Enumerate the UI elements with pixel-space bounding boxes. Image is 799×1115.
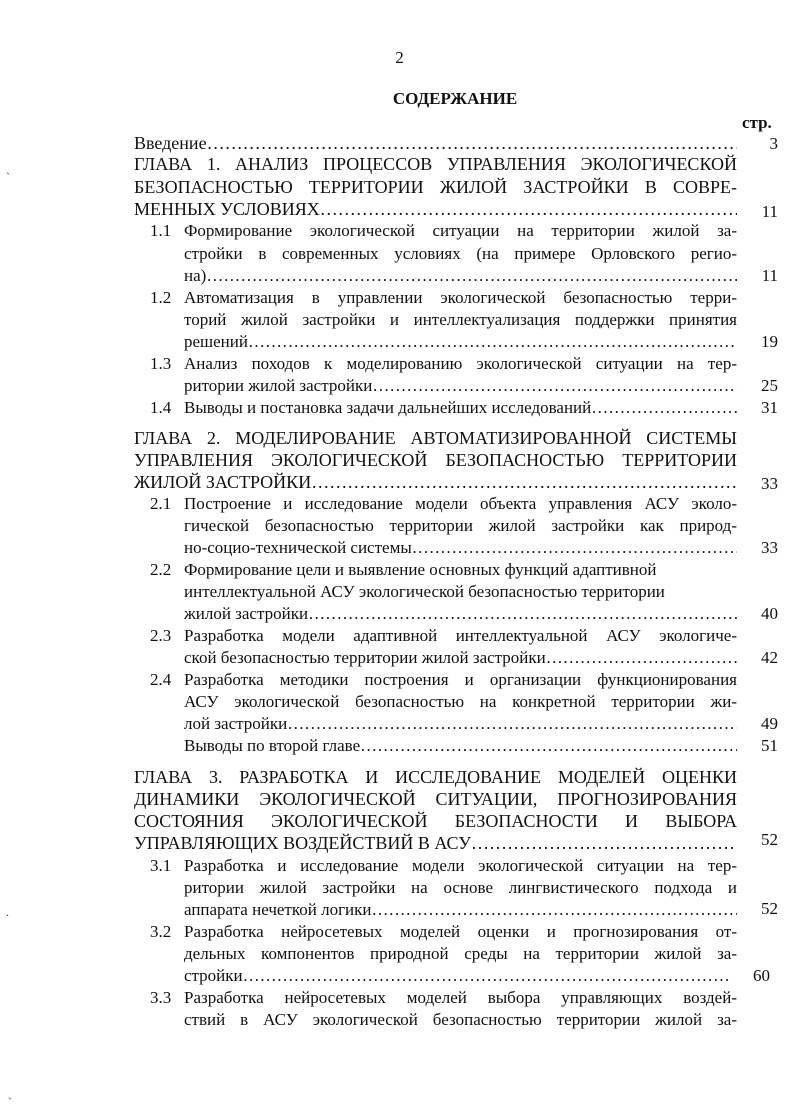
toc-entry-line: ритории жилой застройки на основе лингвистического подхода и (184, 878, 737, 897)
toc-entry-line: Введение …………………………………………………………………………………………………………………………………………………… (134, 133, 737, 154)
section-number: 3.3 (150, 988, 172, 1007)
section-number: 1.2 (150, 288, 172, 307)
section-number: 3.1 (150, 856, 172, 875)
toc-page-number: 52 (761, 899, 778, 918)
toc-page-number: 40 (761, 604, 778, 623)
toc-page-number: 11 (761, 202, 778, 221)
section-number: 3.2 (150, 922, 172, 941)
section-number: 2.1 (150, 494, 172, 513)
toc-page-number: 51 (761, 736, 778, 755)
toc-page-number: 49 (761, 714, 778, 733)
toc-entry-line: АСУ экологической безопасностью на конкретной территории жи- (184, 692, 737, 711)
toc-page-number: 3 (769, 134, 778, 153)
chapter-heading-line: ГЛАВА 3. РАЗРАБОТКА И ИССЛЕДОВАНИЕ МОДЕЛЕЙ ОЦЕНКИ (134, 767, 737, 787)
section-number: 1.1 (150, 221, 172, 240)
toc-page-number: 11 (761, 266, 778, 285)
toc-entry-line: но-социо-технической системы …………………………………………………………………………………………………………………………………………………… (184, 537, 737, 558)
toc-entry-line: жилой застройки …………………………………………………………………………………………………………………………………………………… (184, 603, 737, 624)
toc-entry-line: Разработка нейросетевых моделей оценки и прогнозирования от- (184, 922, 737, 941)
scan-mark: ` (6, 170, 10, 184)
toc-entry-line: Построение и исследование модели объекта управления АСУ эколо- (184, 494, 737, 513)
toc-entry-line: Разработка методики построения и организации функционирования (184, 670, 737, 689)
scan-mark: ` (8, 1095, 12, 1109)
toc-entry-line: Анализ походов к моделированию экологической ситуации на тер- (184, 354, 737, 373)
toc-entry-line: на) …………………………………………………………………………………………………………………………………………………… (184, 265, 737, 286)
toc-entry-line: стройки …………………………………………………………………………………………………………………………………………………… (184, 965, 729, 986)
chapter-heading-line: УПРАВЛЯЮЩИХ ВОЗДЕЙСТВИЙ В АСУ …………………………………………………………………………………………………………………………………………………… (134, 833, 737, 854)
toc-entry-line: торий жилой застройки и интеллектуализация поддержки принятия (184, 310, 737, 329)
toc-entry-line: решений …………………………………………………………………………………………………………………………………………………… (184, 331, 737, 352)
toc-entry-line: гической безопасностью территории жилой застройки как природ- (184, 516, 737, 535)
toc-page-number: 31 (761, 398, 778, 417)
chapter-heading-line: УПРАВЛЕНИЯ ЭКОЛОГИЧЕСКОЙ БЕЗОПАСНОСТЬЮ ТЕРРИТОРИИ (134, 450, 737, 470)
section-number: 1.3 (150, 354, 172, 373)
toc-entry-line: аппарата нечеткой логики …………………………………………………………………………………………………………………………………………………… (184, 899, 737, 920)
toc-page-number: 33 (761, 538, 778, 557)
toc-entry-line: Формирование цели и выявление основных функций адаптивной (184, 560, 657, 579)
toc-entry-line: лой застройки …………………………………………………………………………………………………………………………………………………… (184, 713, 737, 734)
page-column-label: стр. (742, 113, 772, 132)
chapter-heading-line: СОСТОЯНИЯ ЭКОЛОГИЧЕСКОЙ БЕЗОПАСНОСТИ И ВЫБОРА (134, 811, 737, 831)
toc-entry-line: Выводы и постановка задачи дальнейших исследований …………………………………………………………………………………………………………………………………………………… (184, 397, 737, 418)
toc-page-number: 60 (753, 966, 770, 985)
toc-entry-line: ской безопасностью территории жилой застройки …………………………………………………………………………………………………………………………………………………… (184, 647, 737, 668)
chapter-heading-line: ДИНАМИКИ ЭКОЛОГИЧЕСКОЙ СИТУАЦИИ, ПРОГНОЗИРОВАНИЯ (134, 789, 737, 809)
toc-page-number: 52 (761, 830, 778, 849)
toc-entry-line: Разработка и исследование модели экологической ситуации на тер- (184, 856, 737, 875)
chapter-heading-line: ЖИЛОЙ ЗАСТРОЙКИ …………………………………………………………………………………………………………………………………………………… (134, 472, 737, 493)
toc-entry-line: Формирование экологической ситуации на территории жилой за- (184, 221, 737, 240)
chapter-heading-line: МЕННЫХ УСЛОВИЯХ …………………………………………………………………………………………………………………………………………………… (134, 199, 737, 220)
section-number: 2.3 (150, 626, 172, 645)
page-title: СОДЕРЖАНИЕ (392, 89, 518, 108)
toc-entry-line: Выводы по второй главе …………………………………………………………………………………………………………………………………………………… (184, 735, 737, 756)
page-number: 2 (395, 48, 404, 67)
toc-entry-line: стройки в современных условиях (на примере Орловского регио- (184, 244, 737, 263)
chapter-heading-line: ГЛАВА 1. АНАЛИЗ ПРОЦЕССОВ УПРАВЛЕНИЯ ЭКОЛОГИЧЕСКОЙ (134, 154, 737, 174)
toc-entry-line: Разработка модели адаптивной интеллектуальной АСУ экологиче- (184, 626, 737, 645)
toc-entry-line: интеллектуальной АСУ экологической безопасностью территории (184, 582, 665, 601)
toc-page-number: 33 (761, 474, 778, 493)
toc-page-number: 42 (761, 648, 778, 667)
toc-page-number: 25 (761, 376, 778, 395)
toc-entry-line: ритории жилой застройки …………………………………………………………………………………………………………………………………………………… (184, 375, 737, 396)
toc-entry-line: дельных компонентов природной среды на территории жилой за- (184, 944, 737, 963)
toc-entry-line: Разработка нейросетевых моделей выбора управляющих воздей- (184, 988, 737, 1007)
scan-mark: . (6, 905, 9, 919)
toc-entry-line: Автоматизация в управлении экологической безопасностью терри- (184, 288, 737, 307)
section-number: 2.2 (150, 560, 172, 579)
section-number: 1.4 (150, 398, 172, 417)
toc-entry-line: ствий в АСУ экологической безопасностью территории жилой за- (184, 1010, 737, 1029)
chapter-heading-line: БЕЗОПАСНОСТЬЮ ТЕРРИТОРИИ ЖИЛОЙ ЗАСТРОЙКИ В СОВРЕ- (134, 177, 737, 197)
chapter-heading-line: ГЛАВА 2. МОДЕЛИРОВАНИЕ АВТОМАТИЗИРОВАННОЙ СИСТЕМЫ (134, 428, 737, 448)
toc-page-number: 19 (761, 332, 778, 351)
section-number: 2.4 (150, 670, 172, 689)
